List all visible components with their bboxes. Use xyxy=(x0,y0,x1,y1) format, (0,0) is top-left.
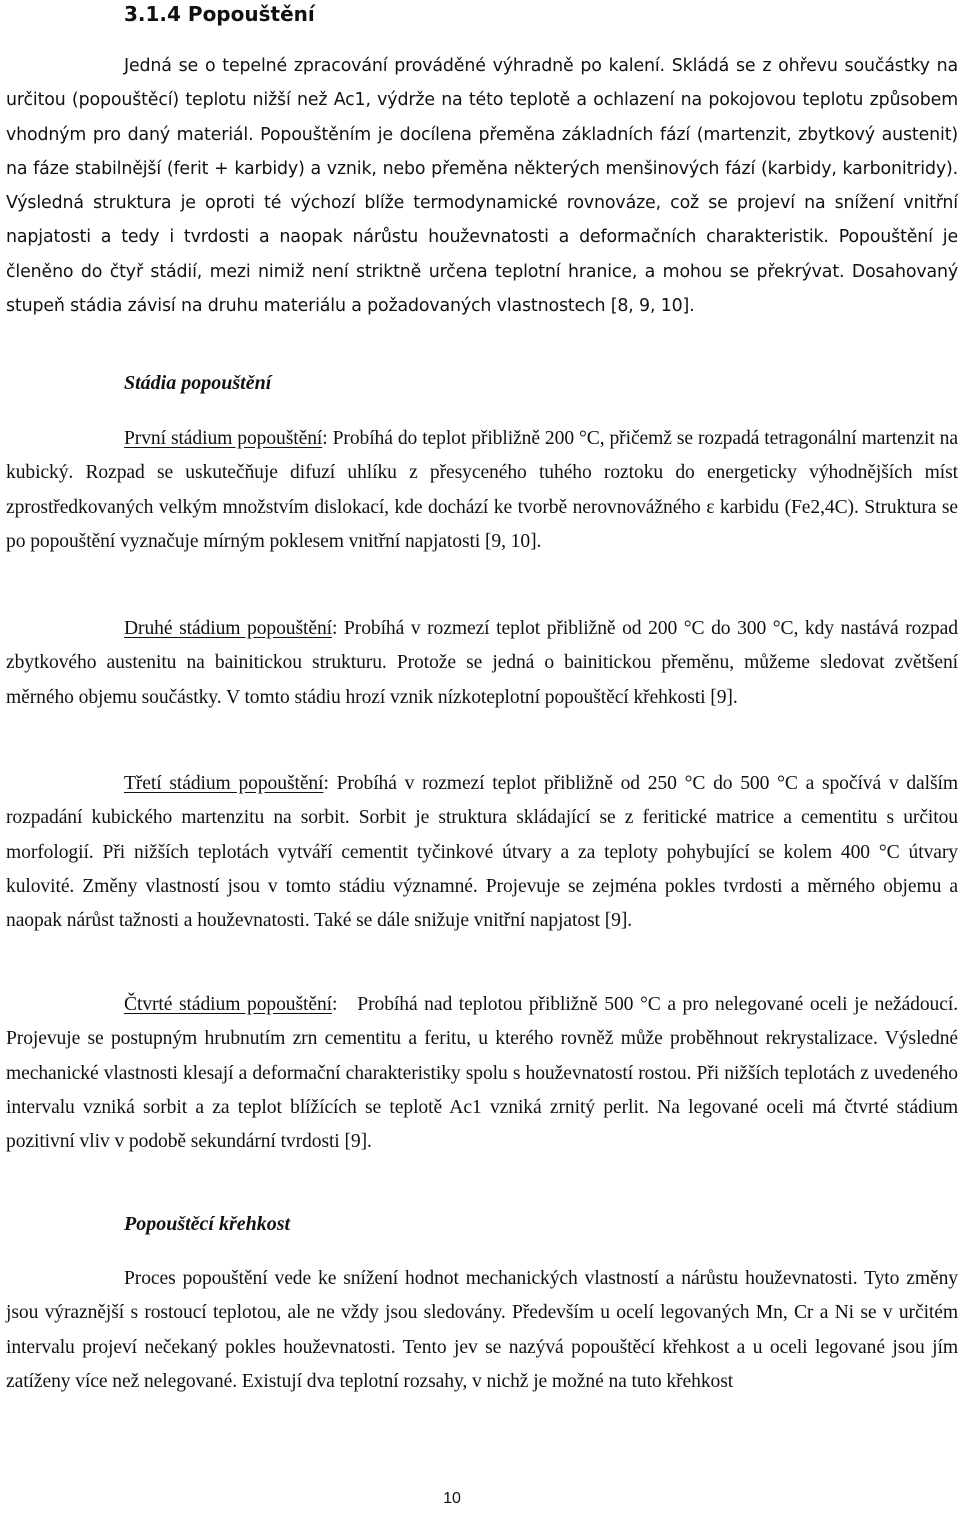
stage-2-text: Probíhá v rozmezí teplot přibližně od 200 °C do 300 °C, kdy nastává rozpad zbytkového austenitu na bainitickou strukturu. Protože se jedná o bainitickou přeměnu, můžeme sledovat zvětšení měrného objemu součástky. V tomto stádiu hrozí vznik nízkoteplotní popouštěcí křehkosti [9]. xyxy=(6,618,958,708)
stage-4-title: Čtvrté stádium popouštění xyxy=(124,994,332,1015)
brittleness-paragraph: Proces popouštění vede ke snížení hodnot mechanických vlastností a nárůstu houževnatosti. Tyto změny jsou výraznější s rostoucí teplotou, ale ne vždy jsou sledovány. Především u ocelí legovaných Mn, Cr a Ni se v určitém intervalu projeví nečekaný pokles houževnatosti. Tento jev se nazývá popouštěcí křehkost a u oceli legované jsou jím zatíženy více než nelegované. Existují dva teplotní rozsahy, v nichž je možné na tuto křehkost xyxy=(6,1268,958,1392)
brittleness-heading: Popouštěcí křehkost xyxy=(124,1213,291,1235)
stage-3-title: Třetí stádium popouštění xyxy=(124,773,324,794)
section-heading: 3.1.4 Popouštění xyxy=(124,2,315,26)
stages-heading: Stádia popouštění xyxy=(124,372,272,394)
page-number: 10 xyxy=(443,1490,461,1507)
stage-2-paragraph xyxy=(6,612,958,715)
intro-paragraph: Jedná se o tepelné zpracování prováděné výhradně po kalení. Skládá se z ohřevu součástky na určitou (popouštěcí) teplotu nižší než Ac1, výdrže na této teplotě a ochlazení na pokojovou teplotu způsobem vhodným pro daný materiál. Popouštěním je docílena přeměna základních fází (martenzit, zbytkový austenit) na fáze stabilnější (ferit + karbidy) a vznik, nebo přeměna některých menšinových fází (karbidy, karbonitridy). Výsledná struktura je oproti té výchozí blíže termodynamické rovnováze, což se projeví na snížení vnitřní napjatosti a tedy i tvrdosti a naopak nárůstu houževnatosti a deformačních charakteristik. Popouštění je členěno do čtyř stádií, mezi nimiž není striktně určena teplotní hranice, a mohou se překrývat. Dosahovaný stupeň stádia závisí na druhu materiálu a požadovaných vlastnostech [8, 9, 10]. xyxy=(6,56,958,317)
stage-4-paragraph xyxy=(6,988,958,1159)
stage-3-text: Probíhá v rozmezí teplot přibližně od 250 °C do 500 °C a spočívá v dalším rozpadání kubického martenzitu na sorbit. Sorbit je struktura skládající se z feritické matrice a cementitu s určitou morfologií. Při nižších teplotách vytváří cementit tyčinkové útvary a za teploty pohybující se kolem 400 °C útvary kulovité. Změny vlastností jsou v tomto stádiu významné. Projevuje se zejména pokles tvrdosti a měrného objemu a naopak nárůst tažnosti a houževnatosti. Také se dále snižuje vnitřní napjatost [9]. xyxy=(6,773,958,932)
stage-4-separator: : xyxy=(332,994,358,1015)
stage-2-title: Druhé stádium popouštění xyxy=(124,618,333,639)
stage-1-separator: : xyxy=(322,428,333,449)
stage-1-title: První stádium popouštění xyxy=(124,428,323,449)
stage-4-text: Probíhá nad teplotou přibližně 500 °C a pro nelegované oceli je nežádoucí. Projevuje se postupným hrubnutím zrn cementitu a feritu, u kterého rovněž může proběhnout rekrystalizace. Výsledné mechanické vlastnosti klesají a deformační charakteristiky spolu s houževnatostí rostou. Při nižších teplotách z uvedeného intervalu vzniká sorbit a za teplot blížících se teplotě Ac1 vzniká zrnitý perlit. Na legované oceli má čtvrté stádium pozitivní vliv v podobě sekundární tvrdosti [9]. xyxy=(6,994,958,1153)
stage-3-separator: : xyxy=(323,773,337,794)
stage-1-text: Probíhá do teplot přibližně 200 °C, přičemž se rozpadá tetragonální martenzit na kubický. Rozpad se uskutečňuje difuzí uhlíku z přesyceného tuhého roztoku do energeticky výhodnějších míst zprostředkovaných velkým množstvím dislokací, kde dochází ke tvorbě nerovnovážného ε karbidu (Fe2,4C). Struktura se po popouštění vyznačuje mírným poklesem vnitřní napjatosti [9, 10]. xyxy=(6,428,958,552)
stage-1-paragraph xyxy=(6,422,958,559)
stage-2-separator: : xyxy=(332,618,344,639)
stage-3-paragraph xyxy=(6,767,958,938)
